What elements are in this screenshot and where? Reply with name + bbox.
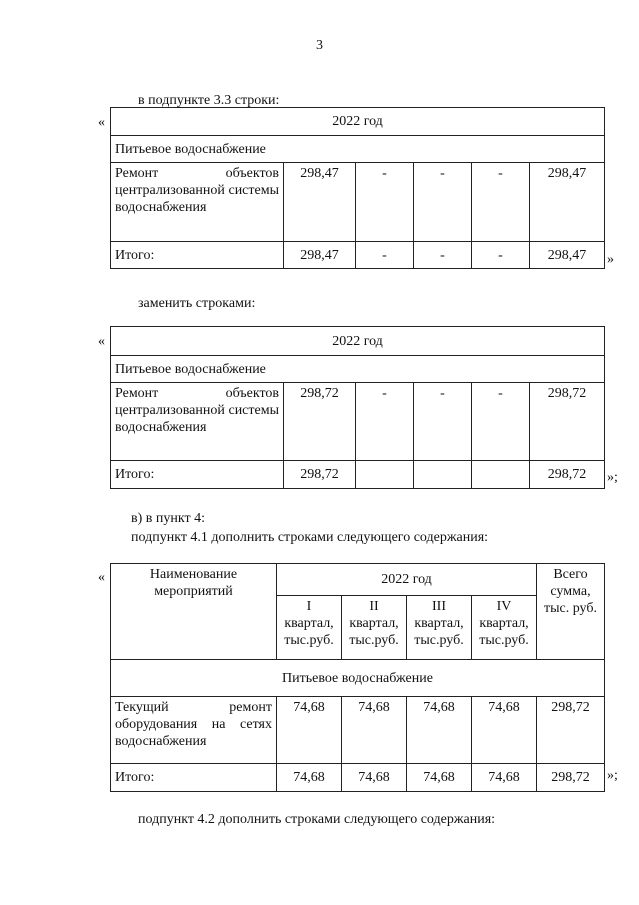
table2-section: Питьевое водоснабжение bbox=[111, 356, 605, 383]
close-quote-1: » bbox=[607, 252, 614, 267]
intro-line: в подпункте 3.3 строки: bbox=[138, 93, 280, 108]
table2-row2-v3 bbox=[414, 461, 472, 489]
close-quote-2: »; bbox=[607, 470, 618, 485]
clause-v: в) в пункт 4: bbox=[131, 511, 205, 526]
table3-row1-v2: 74,68 bbox=[342, 697, 407, 764]
table1-row2-total: 298,47 bbox=[530, 242, 605, 269]
table2-row1-name: Ремонт объектов централизованной системы водоснабжения bbox=[111, 383, 284, 461]
replace-line: заменить строками: bbox=[138, 296, 256, 311]
table3-row1-v4: 74,68 bbox=[472, 697, 537, 764]
table3-row2-name: Итого: bbox=[111, 764, 277, 792]
clause-4-2: подпункт 4.2 дополнить строками следующего содержания: bbox=[138, 812, 496, 827]
table1-row2-v3: - bbox=[414, 242, 472, 269]
table1-row2-v2: - bbox=[356, 242, 414, 269]
table2-row2-v1: 298,72 bbox=[284, 461, 356, 489]
table1-row2-v1: 298,47 bbox=[284, 242, 356, 269]
table2-row2-name: Итого: bbox=[111, 461, 284, 489]
table1-year-header: 2022 год bbox=[111, 108, 605, 136]
table-1 bbox=[110, 107, 605, 269]
table3-year-header: 2022 год bbox=[277, 564, 537, 596]
table3-row2-v4: 74,68 bbox=[472, 764, 537, 792]
table1-row1-v4: - bbox=[472, 163, 530, 242]
table3-section: Питьевое водоснабжение bbox=[111, 660, 605, 697]
table-row bbox=[111, 242, 605, 269]
table3-row2-v2: 74,68 bbox=[342, 764, 407, 792]
table2-row1-v1: 298,72 bbox=[284, 383, 356, 461]
clause-4-1: подпункт 4.1 дополнить строками следующего содержания: bbox=[131, 530, 489, 545]
table1-row1-v2: - bbox=[356, 163, 414, 242]
table1-row2-name: Итого: bbox=[111, 242, 284, 269]
table2-row1-v3: - bbox=[414, 383, 472, 461]
table-2 bbox=[110, 326, 605, 489]
table3-header-name: Наименование мероприятий bbox=[111, 564, 277, 660]
table-row bbox=[111, 764, 605, 792]
table3-row2-total: 298,72 bbox=[537, 764, 605, 792]
table3-row1-v3: 74,68 bbox=[407, 697, 472, 764]
table2-row1-v4: - bbox=[472, 383, 530, 461]
open-quote-3: « bbox=[98, 570, 105, 585]
open-quote-2: « bbox=[98, 334, 105, 349]
table3-q2-header: II квартал, тыс.руб. bbox=[342, 596, 407, 660]
table3-q3-header: III квартал, тыс.руб. bbox=[407, 596, 472, 660]
page-number: 3 bbox=[316, 38, 323, 53]
table2-row1-v2: - bbox=[356, 383, 414, 461]
table1-section: Питьевое водоснабжение bbox=[111, 136, 605, 163]
close-quote-3: »; bbox=[607, 768, 618, 783]
table1-row1-name: Ремонт объектов централизованной системы водоснабжения bbox=[111, 163, 284, 242]
table-3 bbox=[110, 563, 605, 792]
table3-row1-total: 298,72 bbox=[537, 697, 605, 764]
table1-row1-v1: 298,47 bbox=[284, 163, 356, 242]
open-quote-1: « bbox=[98, 115, 105, 130]
table2-year-header: 2022 год bbox=[111, 327, 605, 356]
table3-q1-header: I квартал, тыс.руб. bbox=[277, 596, 342, 660]
table1-row1-v3: - bbox=[414, 163, 472, 242]
table3-row1-name: Текущий ремонт оборудования на сетях водоснабжения bbox=[111, 697, 277, 764]
table-row bbox=[111, 697, 605, 764]
table2-row2-v2 bbox=[356, 461, 414, 489]
table2-row1-total: 298,72 bbox=[530, 383, 605, 461]
table-row bbox=[111, 461, 605, 489]
table1-row2-v4: - bbox=[472, 242, 530, 269]
table2-row2-total: 298,72 bbox=[530, 461, 605, 489]
table-row bbox=[111, 383, 605, 461]
table3-total-header: Всего сумма, тыс. руб. bbox=[537, 564, 605, 660]
table3-row1-v1: 74,68 bbox=[277, 697, 342, 764]
table2-row2-v4 bbox=[472, 461, 530, 489]
table3-q4-header: IV квартал, тыс.руб. bbox=[472, 596, 537, 660]
table3-row2-v3: 74,68 bbox=[407, 764, 472, 792]
table3-row2-v1: 74,68 bbox=[277, 764, 342, 792]
table-row bbox=[111, 163, 605, 242]
table1-row1-total: 298,47 bbox=[530, 163, 605, 242]
